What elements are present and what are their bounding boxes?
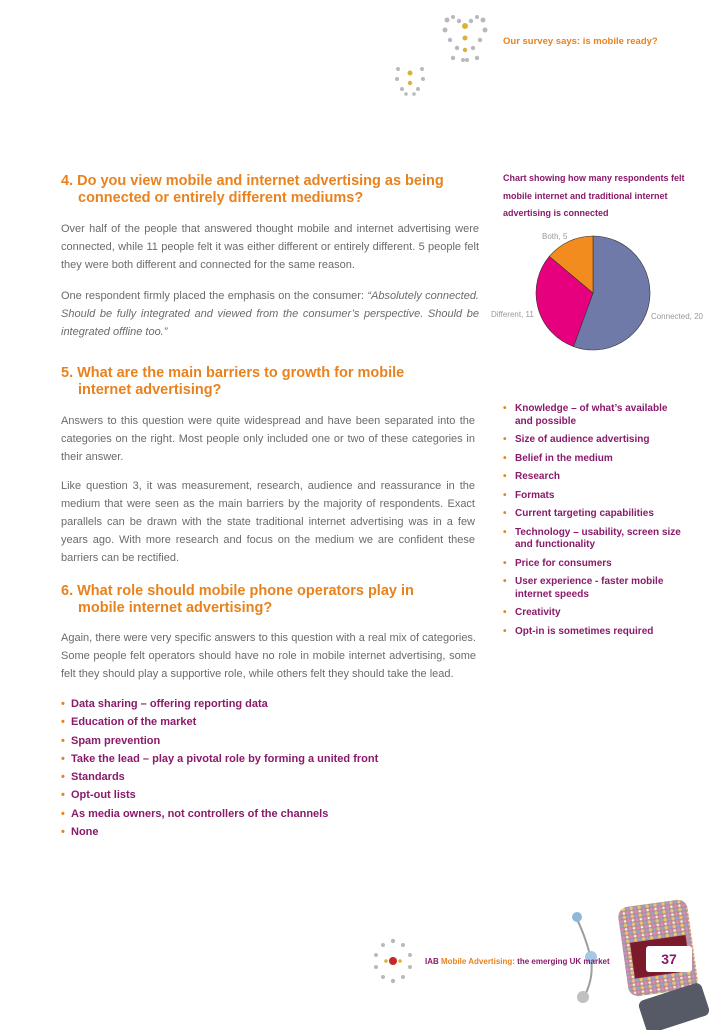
question-5-heading xyxy=(61,365,475,399)
list-item: • Price for consumers xyxy=(503,558,708,571)
page-header-title: Our survey says: is mobile ready? xyxy=(503,36,658,47)
list-item: • Spam prevention xyxy=(61,732,476,750)
list-item: • As media owners, not controllers of the channels xyxy=(61,805,476,823)
chart-label-both: Both, 5 xyxy=(542,232,568,241)
heading-line-1: 6. What role should mobile phone operators play in xyxy=(61,583,414,599)
operator-role-list xyxy=(61,695,476,841)
pie-slices xyxy=(536,236,650,350)
quote-lead: One respondent firmly placed the emphasis on the consumer: xyxy=(61,290,368,302)
barriers-list xyxy=(503,403,708,644)
page-number: 37 xyxy=(646,946,692,972)
question-4-paragraph-2 xyxy=(61,287,479,341)
question-6-paragraph: Again, there were very specific answers to this question with a real mix of categories. Some people felt operators should have no role in mobile internet advertising, some felt they should play a supportive role, while others felt they should take the lead. xyxy=(61,632,476,680)
list-item: • None xyxy=(61,823,476,841)
list-item: • User experience - faster mobile internet speeds xyxy=(503,576,708,601)
list-item: • Data sharing – offering reporting data xyxy=(61,695,476,713)
list-item: • Knowledge – of what’s available and possible xyxy=(503,403,708,428)
jewel-flower-decoration xyxy=(368,935,418,985)
list-item: • Belief in the medium xyxy=(503,453,708,466)
list-item: • Size of audience advertising xyxy=(503,434,708,447)
question-4-heading xyxy=(61,173,479,207)
heading-line-2: mobile internet advertising? xyxy=(78,600,273,616)
chart-label-different: Different, 11 xyxy=(491,310,534,319)
list-item: • Formats xyxy=(503,490,708,503)
respondent-quote: “Absolutely connected. Should be fully integrated and viewed from the consumer’s perspective. Should be integrated offline too.” xyxy=(61,290,479,338)
heading-line-2: internet advertising? xyxy=(78,382,222,398)
pie-chart xyxy=(490,228,715,358)
footer-text: IAB Mobile Advertising: the emerging UK market xyxy=(425,957,610,966)
question-5-paragraph-2: Like question 3, it was measurement, research, audience and reassurance in the medium that were seen as the main barriers by the majority of respondents. Exact parallels can be drawn with the state traditional internet advertising was in a few years ago. With more research and focus on the medium we are confident these barriers can be rectified. xyxy=(61,480,475,564)
list-item: • Research xyxy=(503,471,708,484)
list-item: • Take the lead – play a pivotal role by forming a united front xyxy=(61,750,476,768)
question-5-paragraph-1: Answers to this question were quite widespread and have been separated into the categories on the right. Most people only included one or two of these categories in their answer. xyxy=(61,415,475,463)
question-6-section xyxy=(61,583,476,841)
list-item: • Current targeting capabilities xyxy=(503,508,708,521)
heading-line-2: connected or entirely different mediums? xyxy=(78,190,364,206)
question-4-paragraph-1: Over half of the people that answered thought mobile and internet advertising were connected, while 11 people felt it was either different or entirely different. 5 people felt they were both different and connected for the same reason. xyxy=(61,223,479,271)
jewel-butterfly-decoration xyxy=(435,12,495,67)
chart-label-connected: Connected, 20 xyxy=(650,312,703,321)
list-item: • Opt-out lists xyxy=(61,786,476,804)
list-item: • Technology – usability, screen size and functionality xyxy=(503,527,708,552)
jewel-small-decoration xyxy=(392,63,428,97)
heading-line-1: 5. What are the main barriers to growth for mobile xyxy=(61,365,405,381)
question-4-section xyxy=(61,173,479,341)
question-6-heading xyxy=(61,583,476,617)
question-5-section xyxy=(61,365,475,567)
list-item: • Opt-in is sometimes required xyxy=(503,626,708,639)
heading-line-1: 4. Do you view mobile and internet advertising as being xyxy=(61,173,444,189)
list-item: • Creativity xyxy=(503,607,708,620)
list-item: • Education of the market xyxy=(61,713,476,731)
chart-title: Chart showing how many respondents felt mobile internet and traditional internet advertising is connected xyxy=(503,173,685,218)
list-item: • Standards xyxy=(61,768,476,786)
